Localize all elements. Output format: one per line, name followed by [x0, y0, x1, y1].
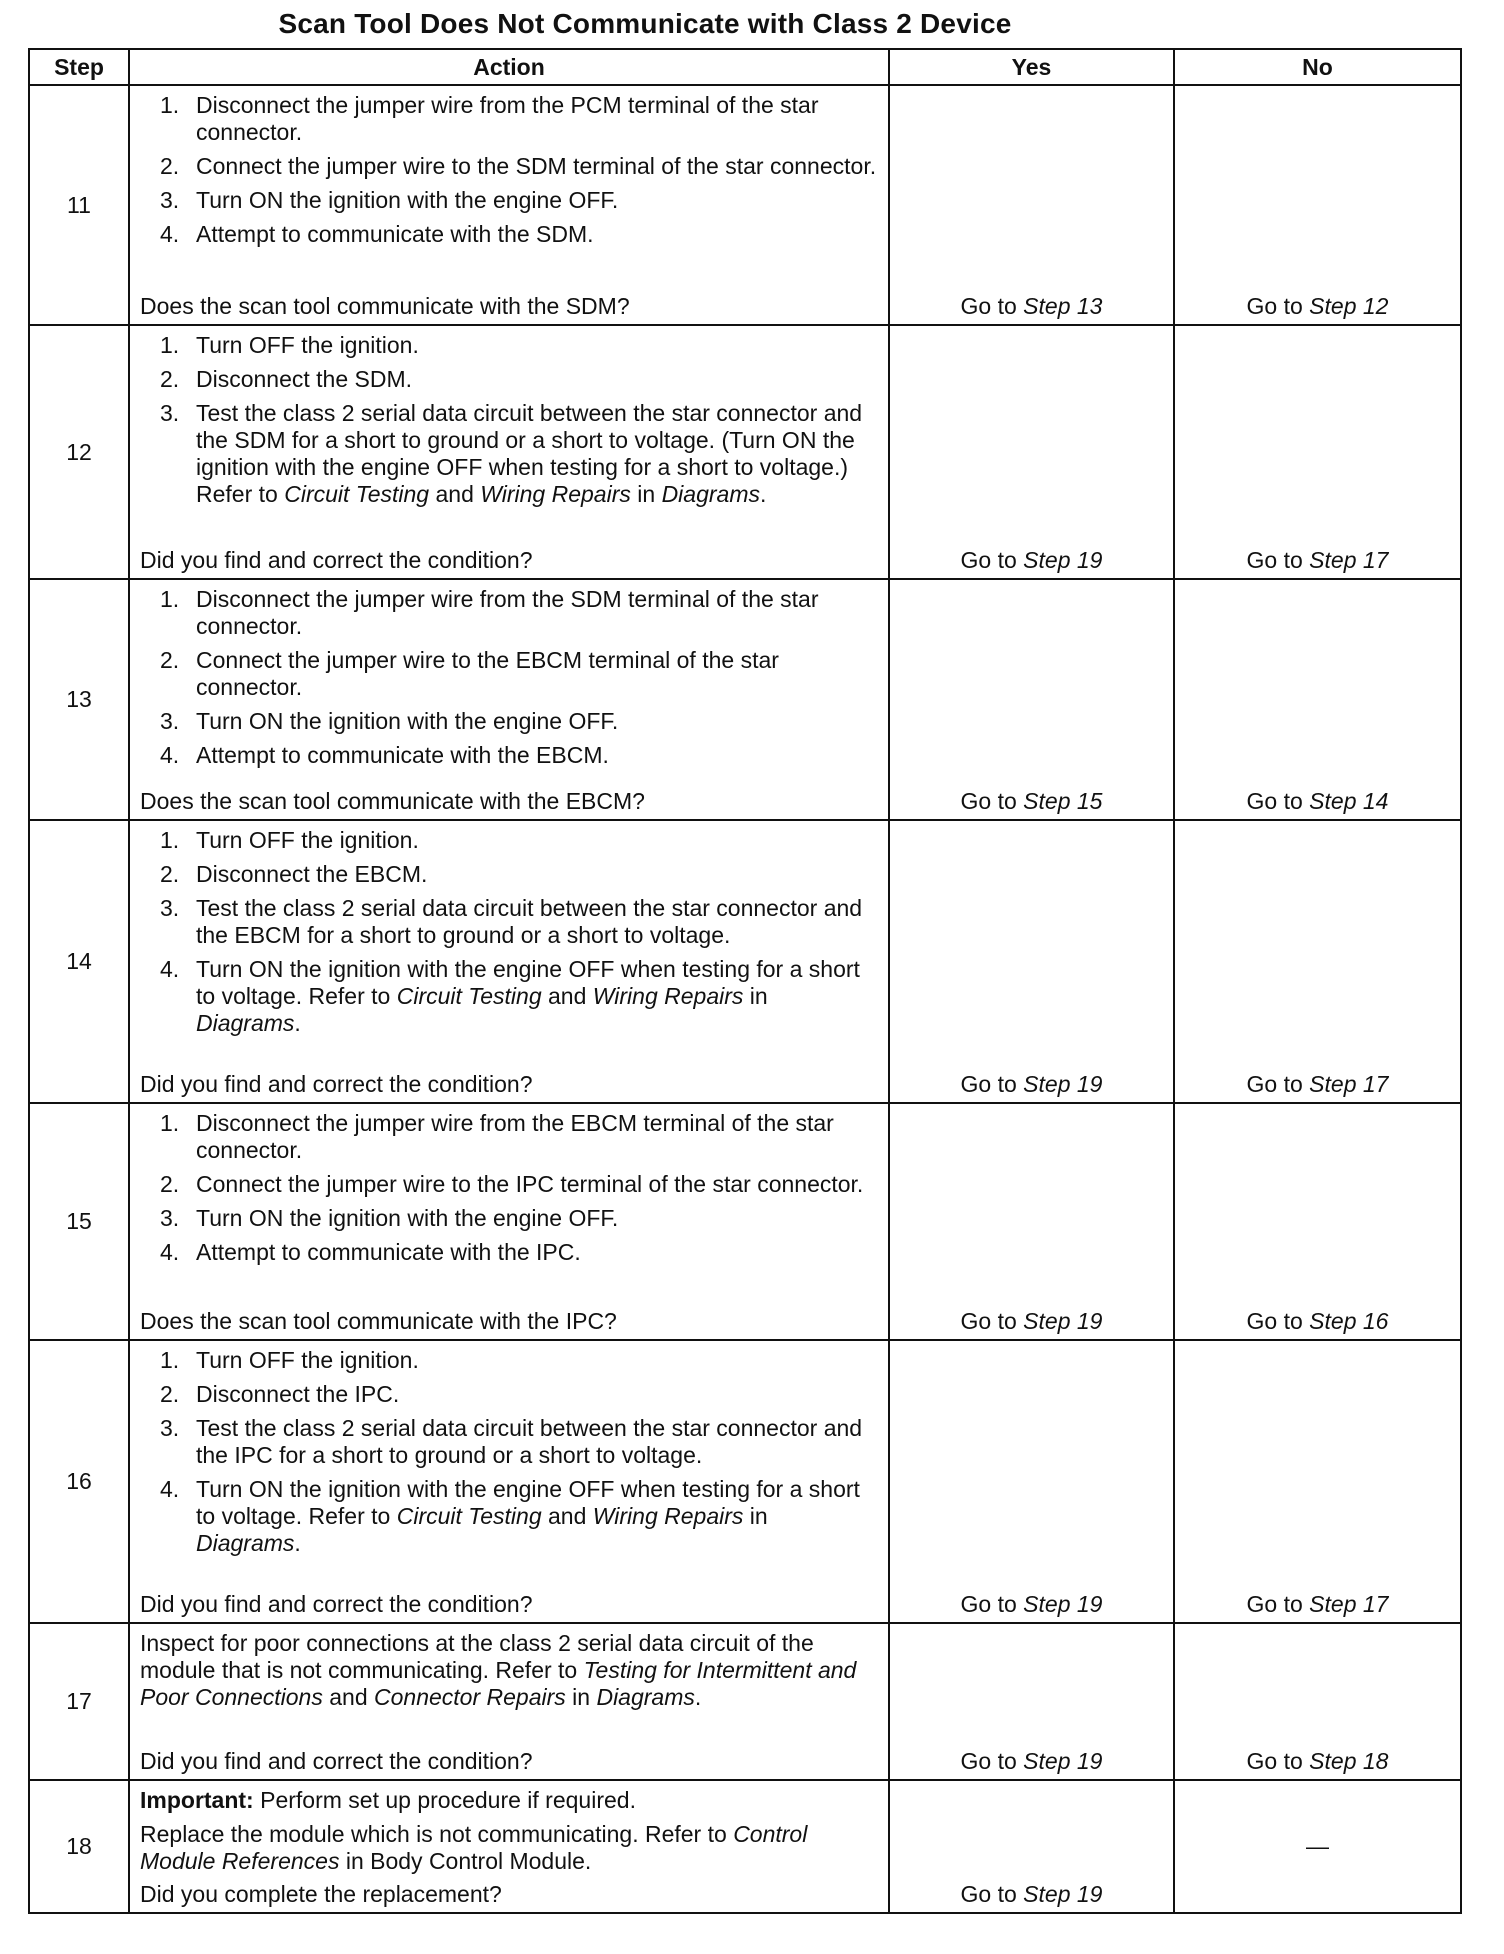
- no-answer: Go to Step 12: [1246, 293, 1389, 319]
- step-number: 15: [29, 1103, 129, 1340]
- no-cell: [1174, 325, 1461, 579]
- action-step: 3. Turn ON the ignition with the engine OFF.: [160, 187, 619, 213]
- step-number: 16: [29, 1340, 129, 1623]
- action-question: Did you find and correct the condition?: [140, 1591, 533, 1617]
- action-steps-list: [140, 1110, 878, 1266]
- action-step: 4. Attempt to communicate with the SDM.: [160, 221, 594, 247]
- no-cell: [1174, 85, 1461, 325]
- no-answer: Go to Step 17: [1246, 1591, 1389, 1617]
- action-paragraph: Inspect for poor connections at the class 2 serial data circuit of the module that is not communicating. Refer to Testing for Intermittent and Poor Connections and Connector Repairs in Diagrams.: [140, 1630, 857, 1710]
- action-cell: [129, 325, 889, 579]
- action-step: 4. Turn ON the ignition with the engine OFF when testing for a short to voltage. Refer to Circuit Testing and Wiring Repairs in Diagrams.: [160, 956, 860, 1036]
- yes-cell: [889, 820, 1174, 1103]
- action-question: Does the scan tool communicate with the SDM?: [140, 293, 630, 319]
- no-cell: [1174, 820, 1461, 1103]
- yes-answer: Go to Step 13: [960, 293, 1103, 319]
- no-cell: [1174, 1340, 1461, 1623]
- yes-cell: [889, 579, 1174, 820]
- table-row: [29, 325, 1461, 579]
- no-cell: —: [1174, 1780, 1461, 1913]
- no-cell: [1174, 1103, 1461, 1340]
- yes-cell: [889, 85, 1174, 325]
- page-title: Scan Tool Does Not Communicate with Class 2 Device: [278, 8, 1012, 39]
- no-answer: Go to Step 17: [1246, 547, 1389, 573]
- important-note: Important: Perform set up procedure if required.: [140, 1787, 636, 1813]
- yes-answer: Go to Step 19: [960, 1748, 1103, 1774]
- action-step: 3. Turn ON the ignition with the engine OFF.: [160, 1205, 619, 1231]
- action-step: 2. Connect the jumper wire to the EBCM terminal of the star connector.: [160, 647, 779, 700]
- yes-answer: Go to Step 19: [960, 1591, 1103, 1617]
- table-row: [29, 1340, 1461, 1623]
- action-steps-list: [140, 1347, 878, 1557]
- action-step: 3. Test the class 2 serial data circuit between the star connector and the IPC for a short to ground or a short to voltage.: [160, 1415, 863, 1468]
- yes-answer: Go to Step 19: [960, 1881, 1103, 1907]
- yes-answer: Go to Step 19: [960, 1308, 1103, 1334]
- table-row: [29, 579, 1461, 820]
- action-step: 1. Disconnect the jumper wire from the SDM terminal of the star connector.: [160, 586, 819, 639]
- yes-cell: [889, 1340, 1174, 1623]
- action-step: 2. Disconnect the IPC.: [160, 1381, 400, 1407]
- action-steps-list: [140, 92, 878, 248]
- table-row: [29, 85, 1461, 325]
- action-cell: [129, 820, 889, 1103]
- table-row: [29, 1623, 1461, 1780]
- action-cell: [129, 579, 889, 820]
- step-number: 18: [29, 1780, 129, 1913]
- action-steps-list: [140, 586, 878, 769]
- no-answer: Go to Step 18: [1246, 1748, 1389, 1774]
- action-step: 2. Connect the jumper wire to the IPC terminal of the star connector.: [160, 1171, 864, 1197]
- action-step: 2. Disconnect the SDM.: [160, 366, 413, 392]
- action-question: Did you find and correct the condition?: [140, 1748, 533, 1774]
- step-number: 12: [29, 325, 129, 579]
- action-question: Does the scan tool communicate with the IPC?: [140, 1308, 617, 1334]
- table-row: [29, 1780, 1461, 1913]
- header-action: Action: [129, 49, 889, 85]
- table-row: [29, 1103, 1461, 1340]
- no-answer: Go to Step 17: [1246, 1071, 1389, 1097]
- table-header-row: [29, 49, 1461, 85]
- header-yes: Yes: [889, 49, 1174, 85]
- action-cell: [129, 1780, 889, 1913]
- action-step: 1. Disconnect the jumper wire from the PCM terminal of the star connector.: [160, 92, 819, 145]
- action-cell: [129, 1623, 889, 1780]
- action-step: 4. Attempt to communicate with the EBCM.: [160, 742, 609, 768]
- action-step: 2. Disconnect the EBCM.: [160, 861, 428, 887]
- action-step: 1. Disconnect the jumper wire from the EBCM terminal of the star connector.: [160, 1110, 834, 1163]
- yes-answer: Go to Step 19: [960, 1071, 1103, 1097]
- action-step: 3. Test the class 2 serial data circuit between the star connector and the EBCM for a short to ground or a short to voltage.: [160, 895, 863, 948]
- action-question: Did you find and correct the condition?: [140, 1071, 533, 1097]
- step-number: 13: [29, 579, 129, 820]
- table-row: [29, 820, 1461, 1103]
- action-step: 4. Attempt to communicate with the IPC.: [160, 1239, 581, 1265]
- action-question: Does the scan tool communicate with the EBCM?: [140, 788, 645, 814]
- action-cell: [129, 1340, 889, 1623]
- action-step: 3. Test the class 2 serial data circuit between the star connector and the SDM for a short to ground or a short to voltage. (Turn ON the ignition with the engine OFF when testing for a short to voltage.) Refer to Circuit Testing and Wiring Repairs in Diagrams.: [160, 400, 863, 507]
- yes-cell: [889, 1780, 1174, 1913]
- yes-answer: Go to Step 19: [960, 547, 1103, 573]
- action-paragraph: Replace the module which is not communicating. Refer to Control Module References in Body Control Module.: [140, 1821, 808, 1874]
- action-question: Did you complete the replacement?: [140, 1881, 502, 1907]
- action-step: 1. Turn OFF the ignition.: [160, 827, 419, 853]
- step-number: 17: [29, 1623, 129, 1780]
- step-number: 14: [29, 820, 129, 1103]
- action-step: 4. Turn ON the ignition with the engine OFF when testing for a short to voltage. Refer to Circuit Testing and Wiring Repairs in Diagrams.: [160, 1476, 860, 1556]
- action-step: 1. Turn OFF the ignition.: [160, 332, 419, 358]
- no-cell: [1174, 579, 1461, 820]
- yes-cell: [889, 1103, 1174, 1340]
- yes-cell: [889, 325, 1174, 579]
- step-number: 11: [29, 85, 129, 325]
- action-step: 3. Turn ON the ignition with the engine OFF.: [160, 708, 619, 734]
- header-step: Step: [29, 49, 129, 85]
- no-answer: Go to Step 16: [1246, 1308, 1389, 1334]
- diagnostic-table: [28, 48, 1462, 1914]
- action-steps-list: [140, 332, 878, 508]
- action-steps-list: [140, 827, 878, 1037]
- action-cell: [129, 1103, 889, 1340]
- header-no: No: [1174, 49, 1461, 85]
- yes-answer: Go to Step 15: [960, 788, 1103, 814]
- no-answer: Go to Step 14: [1246, 788, 1389, 814]
- action-question: Did you find and correct the condition?: [140, 547, 533, 573]
- action-step: 1. Turn OFF the ignition.: [160, 1347, 419, 1373]
- no-cell: [1174, 1623, 1461, 1780]
- action-step: 2. Connect the jumper wire to the SDM terminal of the star connector.: [160, 153, 877, 179]
- yes-cell: [889, 1623, 1174, 1780]
- action-cell: [129, 85, 889, 325]
